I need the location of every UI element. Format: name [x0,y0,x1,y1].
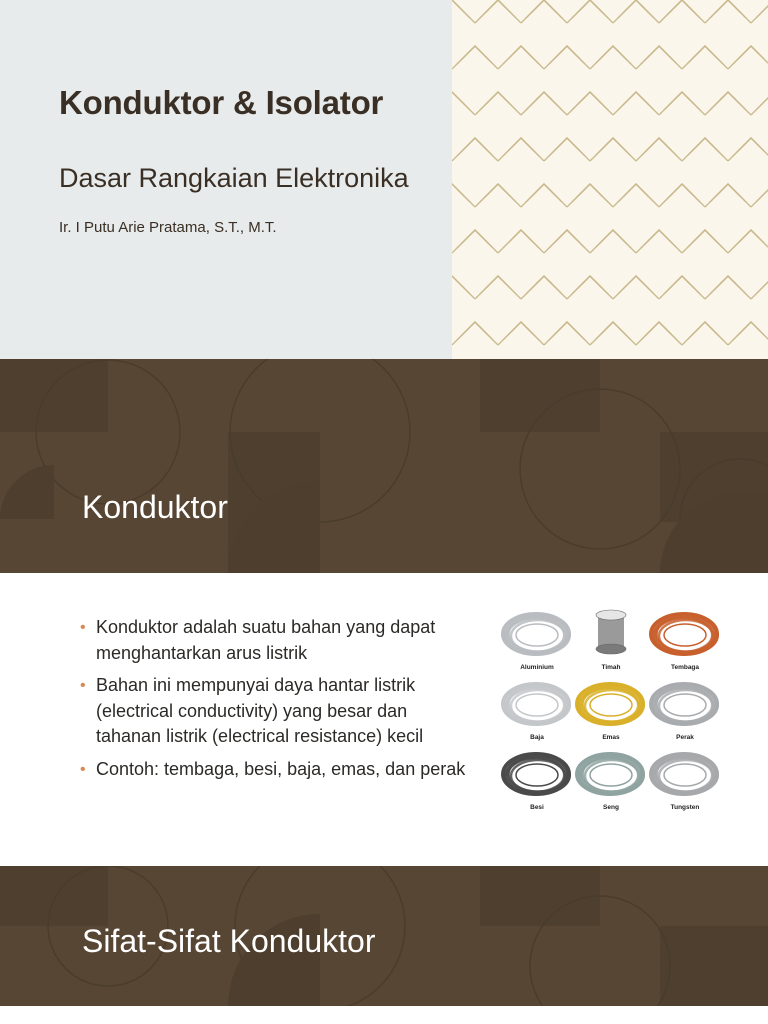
bullet-text: Konduktor adalah suatu bahan yang dapat menghantarkan arus listrik [96,617,436,663]
wire-coil-graphic [648,605,722,667]
wire-label: Timah [601,664,621,671]
bullet-dot-icon: • [80,760,86,778]
wire-coil-image-emas [574,675,648,745]
wire-coil-image-seng [574,745,648,815]
bullet-text: Contoh: tembaga, besi, baja, emas, dan perak [96,758,466,779]
page-gap [0,1006,768,1024]
wire-coil-graphic [500,605,574,667]
wire-label: Baja [530,734,544,741]
wire-coil-image-tembaga [648,605,722,675]
presentation-title: Konduktor & Isolator [59,84,384,121]
chevron-pattern-graphic [452,0,768,359]
wire-coil-graphic [500,675,574,737]
presentation-subtitle: Dasar Rangkaian Elektronika [59,163,409,193]
wire-coil-image-tungsten [648,745,722,815]
konduktor-bullet-list [80,615,470,789]
bullet-dot-icon: • [80,677,86,694]
sifat-heading: Sifat-Sifat Konduktor [82,923,376,959]
wire-label: Seng [603,804,619,811]
bullet-dot-icon: • [80,619,86,636]
bullet-item [80,757,470,783]
wire-coil-graphic [648,675,722,737]
sifat-section-slide [0,866,768,1006]
konduktor-heading: Konduktor [82,489,228,525]
wire-coil-graphic [574,605,648,667]
presentation-author: Ir. I Putu Arie Pratama, S.T., M.T. [59,219,277,236]
wire-label: Besi [530,804,544,811]
konduktor-section-slide [0,359,768,573]
wire-coil-image-besi [500,745,574,815]
section-background-decoration [0,359,768,573]
wire-coil-image-timah [574,605,648,675]
wire-label: Tembaga [670,664,700,671]
wire-label: Tungsten [670,804,700,811]
wire-coil-image-baja [500,675,574,745]
konduktor-content-slide [0,573,768,866]
wire-coil-graphic [574,675,648,737]
wire-coil-graphic [500,745,574,807]
wire-label: Aluminium [520,664,554,671]
bullet-item [80,615,470,666]
title-slide [0,0,768,359]
wire-coil-image-perak [648,675,722,745]
bullet-item [80,673,470,750]
wire-coil-image-aluminium [500,605,574,675]
bullet-text: Bahan ini mempunyai daya hantar listrik (electrical conductivity) yang besar dan tahanan listrik (electrical resistance) kecil [96,675,424,746]
wire-coil-graphic [574,745,648,807]
conductor-wire-images [500,605,722,815]
wire-label: Emas [602,734,620,741]
wire-label: Perak [676,734,694,741]
wire-coil-graphic [648,745,722,807]
chevron-pattern-panel [452,0,768,359]
